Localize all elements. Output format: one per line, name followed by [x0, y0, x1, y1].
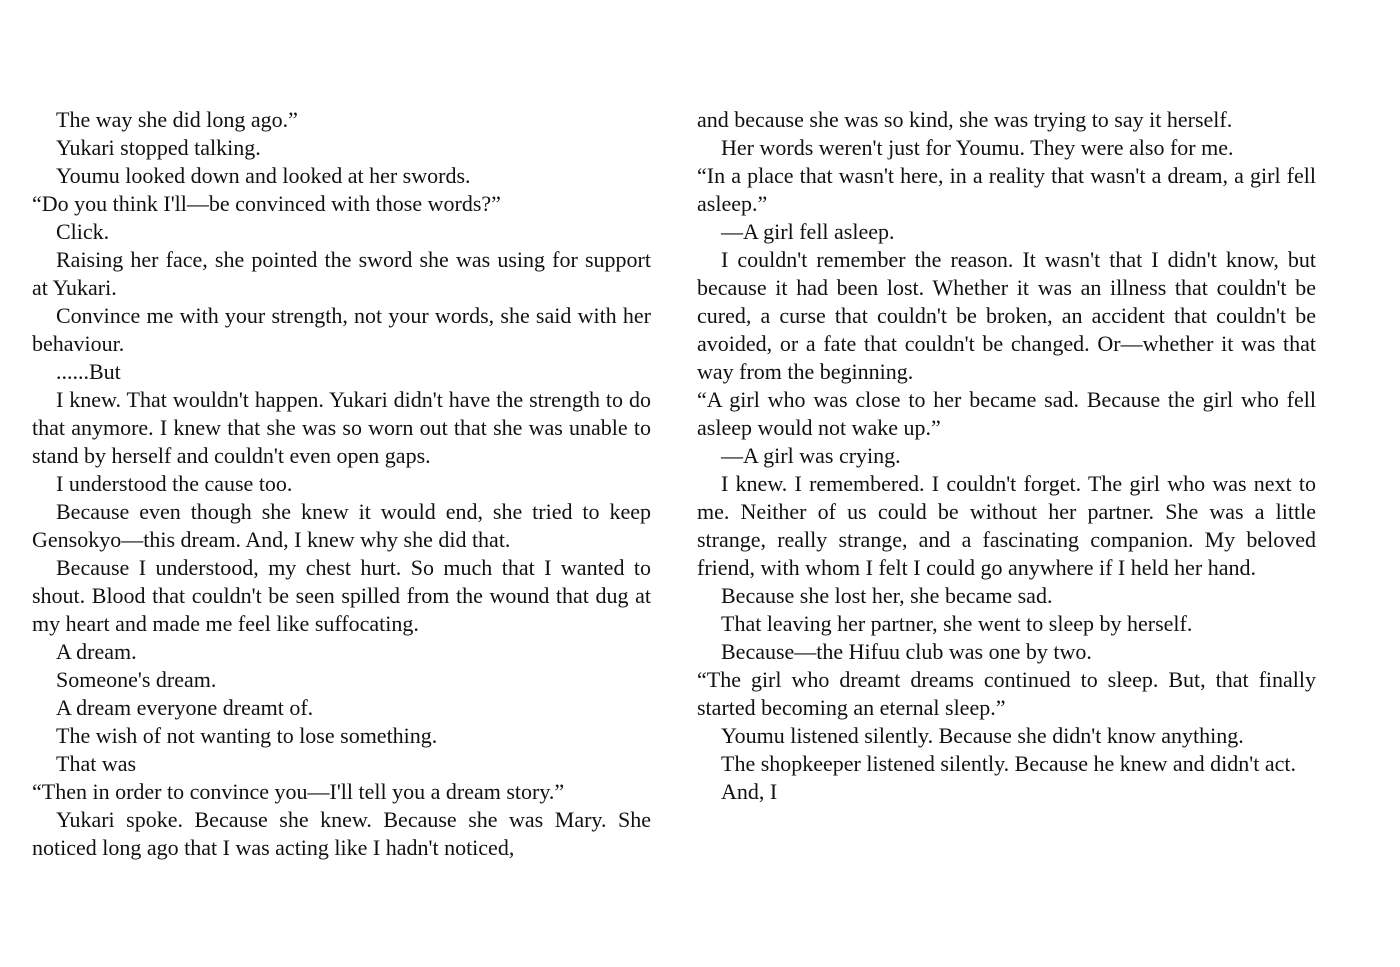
narration-paragraph: —A girl was crying.	[721, 443, 901, 468]
narration-paragraph: Because I understood, my chest hurt. So much that I wanted to shout. Blood that couldn't be seen spilled from the wound that dug at my heart and made me feel like suffocating.	[32, 555, 651, 636]
narration-paragraph: Someone's dream.	[56, 667, 217, 692]
dialogue-paragraph: “A girl who was close to her became sad. Because the girl who fell asleep would not wake up.”	[697, 387, 1316, 440]
narration-paragraph: ......But	[56, 359, 121, 384]
narration-paragraph: I knew. I remembered. I couldn't forget. The girl who was next to me. Neither of us could be without her partner. She was a little strange, really strange, and a fascinating companion. My beloved friend, with whom I felt I could go anywhere if I held her hand.	[697, 471, 1316, 580]
narration-paragraph: Because she lost her, she became sad.	[721, 583, 1053, 608]
dialogue-paragraph: “The girl who dreamt dreams continued to sleep. But, that finally started becoming an eternal sleep.”	[697, 667, 1316, 720]
narration-paragraph: Youmu looked down and looked at her swords.	[56, 163, 471, 188]
left-column	[32, 106, 651, 862]
narration-paragraph: A dream everyone dreamt of.	[56, 695, 314, 720]
narration-paragraph: Click.	[56, 219, 110, 244]
narration-paragraph: Raising her face, she pointed the sword she was using for support at Yukari.	[32, 247, 651, 300]
narration-paragraph: And, I	[721, 779, 778, 804]
narration-paragraph: Because even though she knew it would end, she tried to keep Gensokyo—this dream. And, I knew why she did that.	[32, 499, 651, 552]
narration-paragraph: A dream.	[56, 639, 137, 664]
narration-paragraph: Yukari spoke. Because she knew. Because she was Mary. She noticed long ago that I was acting like I hadn't noticed,	[32, 807, 651, 860]
narration-paragraph: Because—the Hifuu club was one by two.	[721, 639, 1092, 664]
right-column	[697, 106, 1316, 806]
narration-paragraph: Yukari stopped talking.	[56, 135, 261, 160]
narration-paragraph: That leaving her partner, she went to sleep by herself.	[721, 611, 1193, 636]
narration-paragraph: —A girl fell asleep.	[721, 219, 895, 244]
narration-paragraph: Her words weren't just for Youmu. They were also for me.	[721, 135, 1234, 160]
narration-paragraph: The shopkeeper listened silently. Because he knew and didn't act.	[721, 751, 1296, 776]
narration-paragraph: Convince me with your strength, not your words, she said with her behaviour.	[32, 303, 651, 356]
narration-paragraph: The way she did long ago.”	[56, 107, 298, 132]
narration-paragraph: The wish of not wanting to lose something.	[56, 723, 438, 748]
dialogue-paragraph: and because she was so kind, she was trying to say it herself.	[697, 107, 1233, 132]
narration-paragraph: Youmu listened silently. Because she didn't know anything.	[721, 723, 1244, 748]
dialogue-paragraph: “In a place that wasn't here, in a reality that wasn't a dream, a girl fell asleep.”	[697, 163, 1316, 216]
narration-paragraph: I couldn't remember the reason. It wasn't that I didn't know, but because it had been lost. Whether it was an illness that couldn't be cured, a curse that couldn't be broken, an accident that couldn't be avoided, or a fate that couldn't be changed. Or—whether it was that way from the beginning.	[697, 247, 1316, 384]
narration-paragraph: I knew. That wouldn't happen. Yukari didn't have the strength to do that anymore. I knew that she was so worn out that she was unable to stand by herself and couldn't even open gaps.	[32, 387, 651, 468]
narration-paragraph: I understood the cause too.	[56, 471, 293, 496]
dialogue-paragraph: “Then in order to convince you—I'll tell you a dream story.”	[32, 779, 565, 804]
narration-paragraph: That was	[56, 751, 137, 776]
dialogue-paragraph: “Do you think I'll—be convinced with those words?”	[32, 191, 501, 216]
